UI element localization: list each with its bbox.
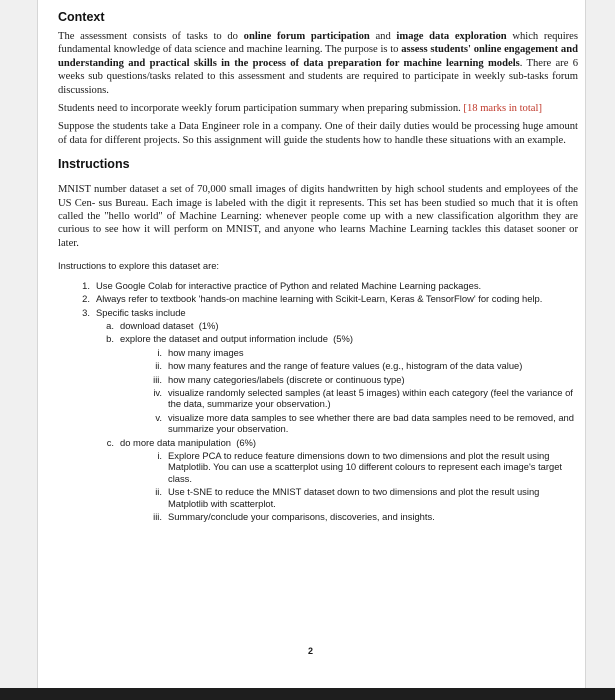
- list-marker: 1.: [82, 279, 90, 291]
- instructions-heading: Instructions: [58, 157, 130, 172]
- list-marker: a.: [106, 319, 114, 331]
- list-text: Summary/conclude your comparisons, discoveries, and insights.: [168, 511, 435, 522]
- explore-intro: Instructions to explore this dataset are:: [58, 260, 220, 272]
- text-run: Students need to incorporate weekly forum participation summary when preparing submission.: [58, 103, 464, 115]
- text-run: and: [369, 31, 397, 42]
- list-marker: v.: [155, 411, 162, 423]
- document-page: [58, 10, 578, 656]
- list-item: [58, 347, 578, 358]
- list-text: Use t-SNE to reduce the MNIST dataset down to two dimensions and plot the result using Matplotlib with scatterplot.: [168, 486, 540, 509]
- list-text: Explore PCA to reduce feature dimensions down to two dimensions and plot the result using Matplotlib. You can use a scatterplot using 10 different colours to represent each image's target class.: [168, 449, 563, 484]
- list-text: how many images: [168, 346, 244, 358]
- text-run: . There are 6 weeks sub questions/tasks related to this assessment and students are required to participate in weekly sub-tasks forum discussions.: [58, 57, 578, 96]
- marks-total: [18 marks in total]: [463, 103, 542, 115]
- forum-paragraph: [58, 102, 578, 115]
- text-run: The assessment consists of tasks to do: [58, 31, 244, 42]
- list-marker: b.: [106, 333, 114, 345]
- list-marker: iv.: [153, 386, 162, 398]
- list-item: [58, 486, 578, 509]
- list-item: [58, 320, 578, 331]
- list-item: [58, 450, 578, 484]
- list-marker: i.: [157, 449, 162, 461]
- list-text: Always refer to textbook 'hands-on machine learning with Scikit-Learn, Keras & TensorFlow' for coding help.: [96, 293, 543, 305]
- list-text: visualize randomly selected samples (at least 5 images) within each category (feel the variance of the data, summarize your observation.): [168, 386, 573, 410]
- viewer-right-margin: [585, 0, 615, 700]
- list-text: Specific tasks include: [96, 306, 186, 318]
- list-marker: i.: [157, 346, 162, 358]
- list-item: [58, 333, 578, 344]
- text-run: which requires fundamental knowledge of data science and machine learning. The purpose is to: [58, 31, 578, 56]
- list-marker: ii.: [155, 486, 162, 498]
- list-item: [58, 437, 578, 448]
- viewer-bottom-bar: [0, 688, 615, 700]
- list-marker: iii.: [153, 373, 162, 385]
- bold-run: assess students' online engagement and understanding and practical skills in the process of data preparation for machine learning models: [58, 44, 578, 69]
- list-item: [58, 412, 578, 435]
- list-text: download dataset (1%): [120, 319, 219, 331]
- list-marker: 3.: [82, 306, 90, 318]
- list-text: visualize more data samples to see whether there are bad data samples need to be removed, and summarize your observation.: [168, 411, 574, 435]
- bold-run: online forum participation: [243, 31, 370, 42]
- list-item: [58, 387, 578, 410]
- list-item: [58, 280, 578, 291]
- list-marker: iii.: [153, 511, 162, 522]
- list-item: [58, 360, 578, 371]
- list-text: how many features and the range of feature values (e.g., histogram of the data value): [168, 360, 523, 372]
- instruction-list: [58, 280, 578, 523]
- assessment-paragraph: [58, 30, 578, 97]
- list-marker: ii.: [155, 360, 162, 372]
- list-item: [58, 374, 578, 385]
- page-number: 2: [308, 646, 314, 656]
- viewer-left-margin: [0, 0, 38, 700]
- context-heading: Context: [58, 10, 105, 24]
- bold-run: image data exploration: [396, 31, 507, 42]
- mnist-paragraph: MNIST number dataset a set of 70,000 small images of digits handwritten by high school students and employees of the US Cen- sus Bureau. Each image is labeled with the digit it represents. This set has been studied so much that it is often called the "hello world" of Machine Learning: whenever people come up with a new classification algorithm they are curious to see how it will perform on MNIST, and anyone who learns Machine Learning tackles this dataset sooner or later.: [58, 184, 578, 249]
- list-marker: 2.: [82, 293, 90, 305]
- list-item: [58, 293, 578, 304]
- list-text: explore the dataset and output information include (5%): [120, 333, 353, 345]
- list-text: how many categories/labels (discrete or continuous type): [168, 373, 405, 385]
- list-item: [58, 307, 578, 318]
- list-text: do more data manipulation (6%): [120, 436, 257, 448]
- list-marker: c.: [106, 436, 114, 448]
- list-text: Use Google Colab for interactive practice of Python and related Machine Learning packages.: [96, 279, 482, 291]
- list-item: [58, 511, 578, 522]
- role-paragraph: Suppose the students take a Data Engineer role in a company. One of their daily duties would be processing huge amount of data for different projects. So this assignment will guide the students how to handle these situations with an example.: [58, 121, 578, 146]
